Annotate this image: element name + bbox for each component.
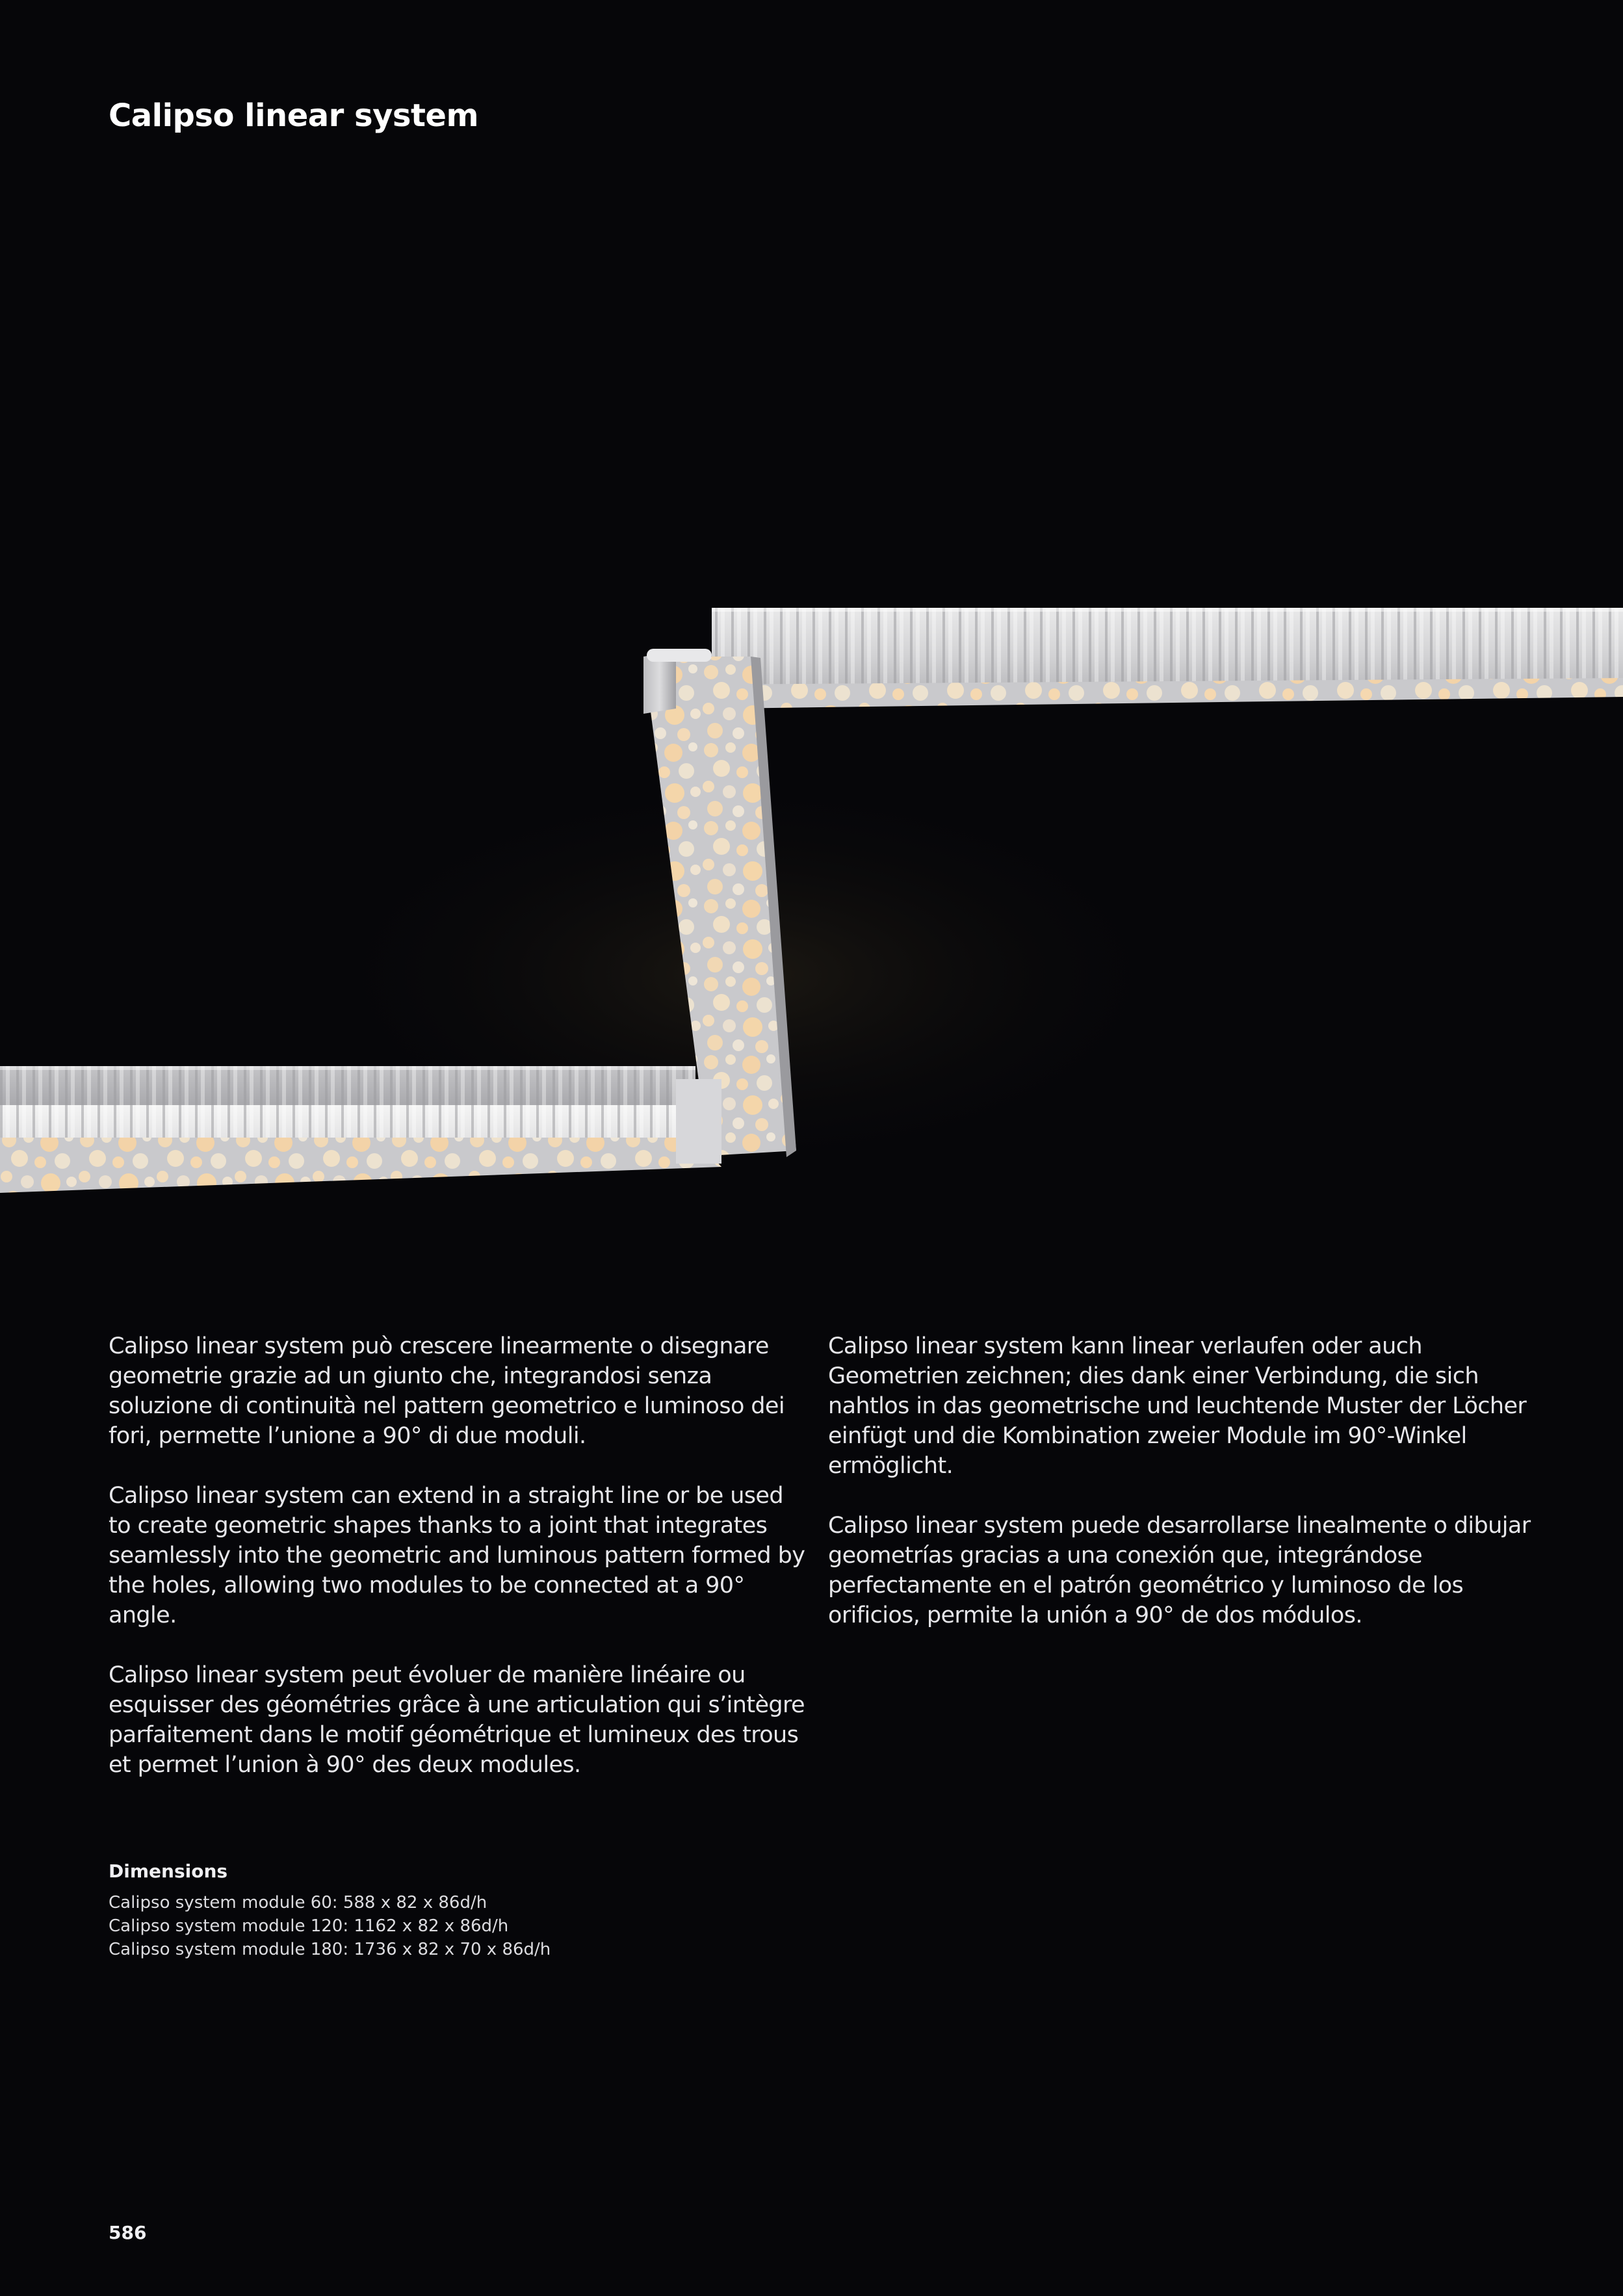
dimension-item: Calipso system module 60: 588 x 82 x 86d/h [109, 1893, 487, 1912]
description-german: Calipso linear system kann linear verlaufen oder auch Geometrien zeichnen; dies dank einer Verbindung, die sich nahtlos in das geometrische und leuchtende Muster der Löcher einfügt und die Kombination zweier Module im 90°-Winkel ermöglicht. [828, 1333, 1527, 1479]
description-spanish: Calipso linear system puede desarrollarse linealmente o dibujar geometrías gracias a una conexión que, integrándose perfectamente en el patrón geométrico y luminoso de los orificios, permite la unión a 90° de dos módulos. [828, 1513, 1531, 1628]
dimension-item: Calipso system module 180: 1736 x 82 x 70 x 86d/h [109, 1940, 551, 1959]
page-number: 586 [109, 2222, 147, 2243]
dimensions-list [109, 1891, 824, 1961]
product-image-calipso-lamp [0, 585, 1623, 1268]
text-column-left [109, 1331, 811, 1810]
text-column-right [828, 1331, 1543, 1660]
description-italian: Calipso linear system può crescere linearmente o disegnare geometrie grazie ad un giunto che, integrandosi senza soluzione di continuità nel pattern geometrico e luminoso dei fori, permette l’unione a 90° di due moduli. [109, 1333, 785, 1449]
dimensions-heading: Dimensions [109, 1860, 228, 1882]
description-french: Calipso linear system peut évoluer de manière linéaire ou esquisser des géométries grâce à une articulation qui s’intègre parfaitement dans le motif géométrique et lumineux des trous et permet l’union à 90° des deux modules. [109, 1662, 805, 1778]
dimension-item: Calipso system module 120: 1162 x 82 x 86d/h [109, 1916, 509, 1936]
page-title: Calipso linear system [109, 98, 478, 134]
description-english: Calipso linear system can extend in a straight line or be used to create geometric shapes thanks to a joint that integrates seamlessly into the geometric and luminous pattern formed by the holes, allowing two modules to be connected at a 90° angle. [109, 1483, 805, 1628]
dimensions-block [109, 1860, 824, 1961]
